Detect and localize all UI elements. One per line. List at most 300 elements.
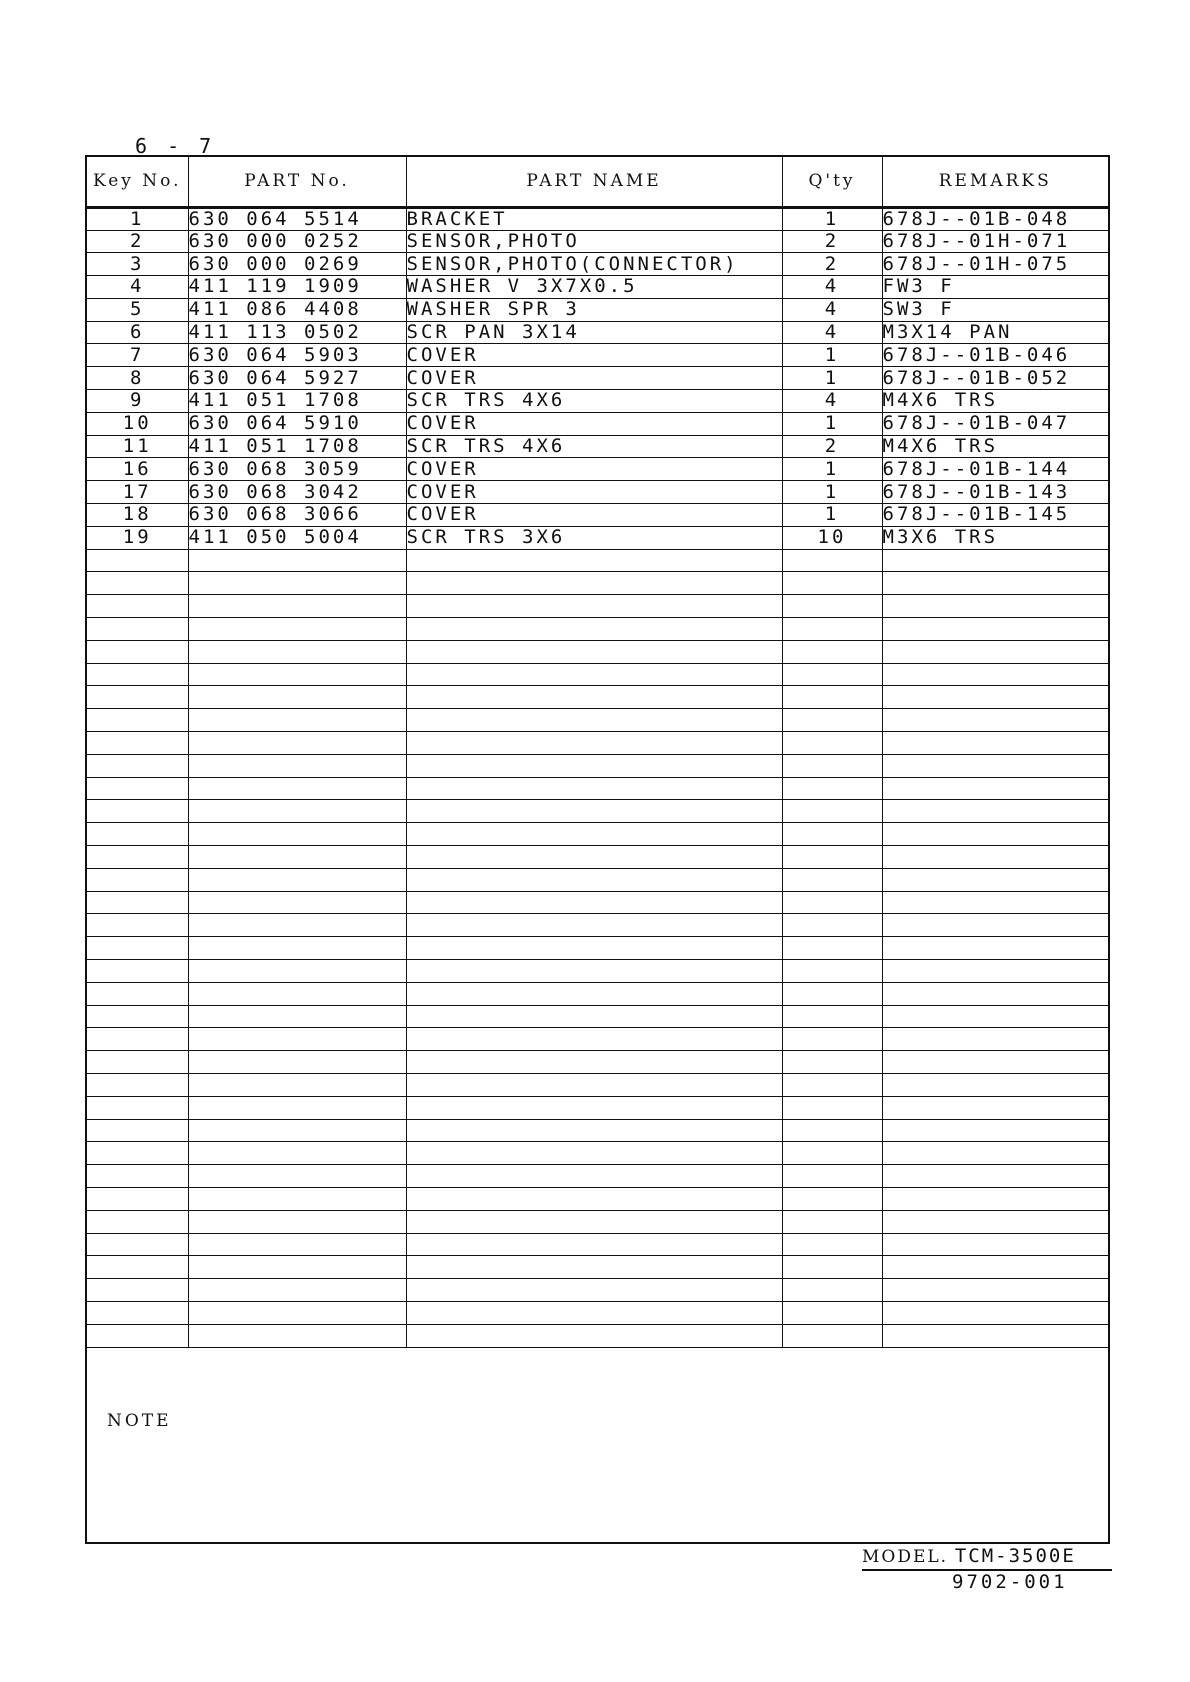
part-name-cell (406, 549, 782, 572)
blank-table-row (87, 1279, 1108, 1302)
blank-table-row (87, 960, 1108, 983)
remarks-cell (882, 1256, 1108, 1279)
part-name-cell (406, 1165, 782, 1188)
remarks-cell (882, 618, 1108, 641)
qty-cell (782, 868, 882, 891)
key-no-cell (87, 1005, 188, 1028)
qty-cell (782, 595, 882, 618)
part-no-cell: 411 119 1909 (188, 276, 406, 299)
header-remarks: REMARKS (882, 157, 1108, 207)
part-name-cell (406, 732, 782, 755)
model-value: TCM-3500E (954, 1545, 1076, 1567)
part-no-cell: 411 050 5004 (188, 526, 406, 549)
remarks-cell (882, 982, 1108, 1005)
part-name-cell: COVER (406, 504, 782, 527)
part-no-cell (188, 1279, 406, 1302)
remarks-cell (882, 1233, 1108, 1256)
blank-table-row (87, 1165, 1108, 1188)
part-no-cell: 411 051 1708 (188, 390, 406, 413)
part-name-cell (406, 1301, 782, 1324)
remarks-cell (882, 709, 1108, 732)
qty-cell (782, 777, 882, 800)
blank-table-row (87, 663, 1108, 686)
qty-cell: 4 (782, 390, 882, 413)
key-no-cell (87, 709, 188, 732)
qty-cell: 2 (782, 435, 882, 458)
part-no-cell: 630 068 3042 (188, 481, 406, 504)
part-name-cell (406, 1028, 782, 1051)
qty-cell (782, 982, 882, 1005)
part-no-cell (188, 800, 406, 823)
part-no-cell (188, 1324, 406, 1347)
blank-table-row (87, 777, 1108, 800)
part-name-cell (406, 572, 782, 595)
remarks-cell (882, 937, 1108, 960)
blank-table-row (87, 732, 1108, 755)
key-no-cell (87, 982, 188, 1005)
key-no-cell: 2 (87, 230, 188, 253)
qty-cell (782, 1096, 882, 1119)
remarks-cell (882, 1165, 1108, 1188)
key-no-cell: 17 (87, 481, 188, 504)
qty-cell (782, 709, 882, 732)
qty-cell: 2 (782, 230, 882, 253)
qty-cell (782, 732, 882, 755)
part-no-cell (188, 777, 406, 800)
remarks-cell (882, 1142, 1108, 1165)
part-no-cell (188, 1165, 406, 1188)
remarks-cell: 678J--01H-075 (882, 253, 1108, 276)
remarks-cell: M3X6 TRS (882, 526, 1108, 549)
key-no-cell (87, 1210, 188, 1233)
blank-table-row (87, 1051, 1108, 1074)
qty-cell: 1 (782, 458, 882, 481)
note-label: NOTE (107, 1411, 172, 1431)
part-name-cell (406, 1233, 782, 1256)
key-no-cell (87, 823, 188, 846)
table-row (87, 504, 1108, 527)
qty-cell: 1 (782, 481, 882, 504)
qty-cell (782, 800, 882, 823)
part-name-cell (406, 891, 782, 914)
part-name-cell (406, 868, 782, 891)
part-name-cell (406, 1210, 782, 1233)
part-name-cell: SCR TRS 4X6 (406, 435, 782, 458)
key-no-cell (87, 1051, 188, 1074)
key-no-cell (87, 618, 188, 641)
blank-table-row (87, 800, 1108, 823)
remarks-cell (882, 1073, 1108, 1096)
key-no-cell (87, 1187, 188, 1210)
part-name-cell (406, 1051, 782, 1074)
part-no-cell (188, 868, 406, 891)
remarks-cell: 678J--01B-144 (882, 458, 1108, 481)
part-name-cell (406, 960, 782, 983)
key-no-cell: 6 (87, 321, 188, 344)
part-no-cell (188, 1028, 406, 1051)
table-row (87, 481, 1108, 504)
blank-table-row (87, 1028, 1108, 1051)
qty-cell (782, 1142, 882, 1165)
blank-table-row (87, 1187, 1108, 1210)
qty-cell (782, 960, 882, 983)
key-no-cell: 1 (87, 207, 188, 230)
remarks-cell: FW3 F (882, 276, 1108, 299)
qty-cell (782, 1005, 882, 1028)
qty-cell (782, 1324, 882, 1347)
part-no-cell (188, 640, 406, 663)
table-row (87, 390, 1108, 413)
part-no-cell (188, 960, 406, 983)
remarks-cell (882, 686, 1108, 709)
key-no-cell (87, 754, 188, 777)
part-no-cell: 411 113 0502 (188, 321, 406, 344)
key-no-cell: 11 (87, 435, 188, 458)
remarks-cell (882, 572, 1108, 595)
part-no-cell (188, 1005, 406, 1028)
table-row (87, 458, 1108, 481)
key-no-cell (87, 1028, 188, 1051)
key-no-cell (87, 777, 188, 800)
part-no-cell: 411 051 1708 (188, 435, 406, 458)
part-no-cell: 630 064 5903 (188, 344, 406, 367)
key-no-cell (87, 1233, 188, 1256)
remarks-cell (882, 914, 1108, 937)
qty-cell (782, 1301, 882, 1324)
part-no-cell: 630 000 0269 (188, 253, 406, 276)
remarks-cell: 678J--01H-071 (882, 230, 1108, 253)
blank-table-row (87, 868, 1108, 891)
qty-cell (782, 572, 882, 595)
qty-cell (782, 640, 882, 663)
part-no-cell (188, 1301, 406, 1324)
key-no-cell: 9 (87, 390, 188, 413)
part-no-cell (188, 663, 406, 686)
qty-cell (782, 914, 882, 937)
part-no-cell (188, 1073, 406, 1096)
key-no-cell (87, 640, 188, 663)
blank-table-row (87, 618, 1108, 641)
qty-cell (782, 1279, 882, 1302)
blank-table-row (87, 595, 1108, 618)
part-name-cell (406, 846, 782, 869)
key-no-cell: 10 (87, 412, 188, 435)
remarks-cell (882, 777, 1108, 800)
part-name-cell: COVER (406, 344, 782, 367)
remarks-cell (882, 732, 1108, 755)
key-no-cell: 18 (87, 504, 188, 527)
table-row (87, 412, 1108, 435)
key-no-cell: 8 (87, 367, 188, 390)
qty-cell (782, 891, 882, 914)
part-name-cell: WASHER SPR 3 (406, 298, 782, 321)
blank-table-row (87, 891, 1108, 914)
qty-cell: 1 (782, 344, 882, 367)
table-row (87, 207, 1108, 230)
part-name-cell (406, 709, 782, 732)
remarks-cell: 678J--01B-047 (882, 412, 1108, 435)
remarks-cell (882, 1119, 1108, 1142)
remarks-cell: 678J--01B-145 (882, 504, 1108, 527)
qty-cell: 4 (782, 298, 882, 321)
remarks-cell (882, 754, 1108, 777)
table-row (87, 435, 1108, 458)
key-no-cell (87, 663, 188, 686)
part-name-cell (406, 1187, 782, 1210)
remarks-cell (882, 1279, 1108, 1302)
remarks-cell: 678J--01B-052 (882, 367, 1108, 390)
remarks-cell (882, 960, 1108, 983)
part-no-cell: 411 086 4408 (188, 298, 406, 321)
key-no-cell (87, 914, 188, 937)
key-no-cell (87, 937, 188, 960)
key-no-cell (87, 1165, 188, 1188)
part-name-cell (406, 937, 782, 960)
part-name-cell (406, 823, 782, 846)
part-no-cell (188, 914, 406, 937)
part-no-cell (188, 1210, 406, 1233)
table-row (87, 526, 1108, 549)
remarks-cell: SW3 F (882, 298, 1108, 321)
part-name-cell (406, 1279, 782, 1302)
table-header-row (87, 157, 1108, 207)
remarks-cell (882, 1096, 1108, 1119)
qty-cell: 10 (782, 526, 882, 549)
blank-table-row (87, 1073, 1108, 1096)
sheet-id: 6 - 7 (135, 134, 216, 158)
qty-cell (782, 686, 882, 709)
key-no-cell: 3 (87, 253, 188, 276)
blank-table-row (87, 1119, 1108, 1142)
key-no-cell: 19 (87, 526, 188, 549)
qty-cell (782, 618, 882, 641)
key-no-cell: 5 (87, 298, 188, 321)
key-no-cell (87, 1324, 188, 1347)
part-name-cell: SENSOR,PHOTO(CONNECTOR) (406, 253, 782, 276)
key-no-cell (87, 1256, 188, 1279)
part-name-cell (406, 914, 782, 937)
part-name-cell (406, 595, 782, 618)
part-name-cell: COVER (406, 412, 782, 435)
qty-cell (782, 1233, 882, 1256)
blank-table-row (87, 686, 1108, 709)
part-no-cell: 630 000 0252 (188, 230, 406, 253)
key-no-cell (87, 891, 188, 914)
remarks-cell (882, 846, 1108, 869)
key-no-cell (87, 1279, 188, 1302)
qty-cell: 1 (782, 367, 882, 390)
parts-list-frame (85, 155, 1110, 1544)
remarks-cell: M4X6 TRS (882, 390, 1108, 413)
part-no-cell (188, 1096, 406, 1119)
remarks-cell (882, 823, 1108, 846)
part-name-cell (406, 1073, 782, 1096)
qty-cell (782, 1028, 882, 1051)
qty-cell (782, 549, 882, 572)
key-no-cell (87, 595, 188, 618)
qty-cell (782, 846, 882, 869)
part-no-cell (188, 1233, 406, 1256)
part-no-cell (188, 595, 406, 618)
key-no-cell (87, 1073, 188, 1096)
header-part-name: PART NAME (406, 157, 782, 207)
key-no-cell (87, 960, 188, 983)
table-row (87, 253, 1108, 276)
parts-table-body (87, 207, 1108, 1347)
part-no-cell: 630 064 5910 (188, 412, 406, 435)
remarks-cell (882, 891, 1108, 914)
qty-cell (782, 1210, 882, 1233)
blank-table-row (87, 549, 1108, 572)
remarks-cell (882, 1051, 1108, 1074)
remarks-cell (882, 868, 1108, 891)
key-no-cell (87, 1119, 188, 1142)
part-name-cell (406, 1119, 782, 1142)
part-no-cell (188, 982, 406, 1005)
blank-table-row (87, 709, 1108, 732)
qty-cell: 1 (782, 207, 882, 230)
blank-table-row (87, 982, 1108, 1005)
key-no-cell: 16 (87, 458, 188, 481)
blank-table-row (87, 754, 1108, 777)
key-no-cell (87, 1142, 188, 1165)
part-no-cell (188, 732, 406, 755)
blank-table-row (87, 1210, 1108, 1233)
part-no-cell (188, 823, 406, 846)
blank-table-row (87, 1005, 1108, 1028)
qty-cell (782, 1165, 882, 1188)
qty-cell: 2 (782, 253, 882, 276)
remarks-cell: 678J--01B-143 (882, 481, 1108, 504)
header-part-no: PART No. (188, 157, 406, 207)
part-name-cell (406, 663, 782, 686)
qty-cell: 1 (782, 412, 882, 435)
part-no-cell (188, 1119, 406, 1142)
part-name-cell: WASHER V 3X7X0.5 (406, 276, 782, 299)
blank-table-row (87, 1301, 1108, 1324)
qty-cell (782, 663, 882, 686)
table-row (87, 230, 1108, 253)
remarks-cell (882, 640, 1108, 663)
part-name-cell (406, 1096, 782, 1119)
blank-table-row (87, 937, 1108, 960)
key-no-cell (87, 868, 188, 891)
part-no-cell (188, 937, 406, 960)
blank-table-row (87, 640, 1108, 663)
remarks-cell (882, 1005, 1108, 1028)
key-no-cell (87, 1301, 188, 1324)
document-number: 9702-001 (952, 1571, 1068, 1593)
table-row (87, 298, 1108, 321)
qty-cell: 4 (782, 276, 882, 299)
remarks-cell: 678J--01B-048 (882, 207, 1108, 230)
table-row (87, 367, 1108, 390)
remarks-cell (882, 800, 1108, 823)
remarks-cell: M4X6 TRS (882, 435, 1108, 458)
qty-cell (782, 1256, 882, 1279)
part-name-cell (406, 686, 782, 709)
part-no-cell (188, 549, 406, 572)
remarks-cell (882, 1210, 1108, 1233)
blank-table-row (87, 914, 1108, 937)
key-no-cell (87, 846, 188, 869)
table-row (87, 276, 1108, 299)
part-name-cell: BRACKET (406, 207, 782, 230)
part-name-cell: SENSOR,PHOTO (406, 230, 782, 253)
blank-table-row (87, 1233, 1108, 1256)
part-name-cell (406, 618, 782, 641)
part-no-cell (188, 754, 406, 777)
part-no-cell (188, 846, 406, 869)
remarks-cell: M3X14 PAN (882, 321, 1108, 344)
table-row (87, 321, 1108, 344)
part-name-cell (406, 1005, 782, 1028)
model-line (862, 1545, 1112, 1571)
qty-cell (782, 823, 882, 846)
part-name-cell (406, 1142, 782, 1165)
part-no-cell: 630 064 5927 (188, 367, 406, 390)
part-no-cell (188, 891, 406, 914)
part-name-cell (406, 754, 782, 777)
part-no-cell: 630 068 3059 (188, 458, 406, 481)
blank-table-row (87, 1096, 1108, 1119)
remarks-cell (882, 549, 1108, 572)
blank-table-row (87, 1324, 1108, 1347)
qty-cell: 1 (782, 504, 882, 527)
remarks-cell (882, 1324, 1108, 1347)
part-name-cell (406, 640, 782, 663)
part-name-cell: SCR TRS 3X6 (406, 526, 782, 549)
key-no-cell: 4 (87, 276, 188, 299)
part-name-cell (406, 982, 782, 1005)
part-name-cell (406, 777, 782, 800)
parts-table (87, 157, 1108, 1348)
qty-cell (782, 754, 882, 777)
part-name-cell (406, 800, 782, 823)
part-name-cell: SCR TRS 4X6 (406, 390, 782, 413)
key-no-cell (87, 686, 188, 709)
key-no-cell (87, 800, 188, 823)
part-no-cell (188, 686, 406, 709)
remarks-cell (882, 663, 1108, 686)
qty-cell: 4 (782, 321, 882, 344)
qty-cell (782, 1073, 882, 1096)
part-no-cell (188, 709, 406, 732)
part-no-cell: 630 068 3066 (188, 504, 406, 527)
blank-table-row (87, 823, 1108, 846)
part-no-cell (188, 1051, 406, 1074)
qty-cell (782, 1119, 882, 1142)
part-name-cell (406, 1324, 782, 1347)
remarks-cell (882, 1187, 1108, 1210)
remarks-cell (882, 1028, 1108, 1051)
remarks-cell (882, 595, 1108, 618)
model-label: MODEL. (862, 1547, 949, 1567)
part-name-cell: COVER (406, 458, 782, 481)
key-no-cell (87, 572, 188, 595)
key-no-cell: 7 (87, 344, 188, 367)
header-qty: Q'ty (782, 157, 882, 207)
key-no-cell (87, 1096, 188, 1119)
remarks-cell (882, 1301, 1108, 1324)
part-no-cell (188, 1187, 406, 1210)
qty-cell (782, 1051, 882, 1074)
part-no-cell (188, 618, 406, 641)
part-no-cell (188, 1142, 406, 1165)
part-name-cell: SCR PAN 3X14 (406, 321, 782, 344)
part-no-cell: 630 064 5514 (188, 207, 406, 230)
part-name-cell: COVER (406, 481, 782, 504)
